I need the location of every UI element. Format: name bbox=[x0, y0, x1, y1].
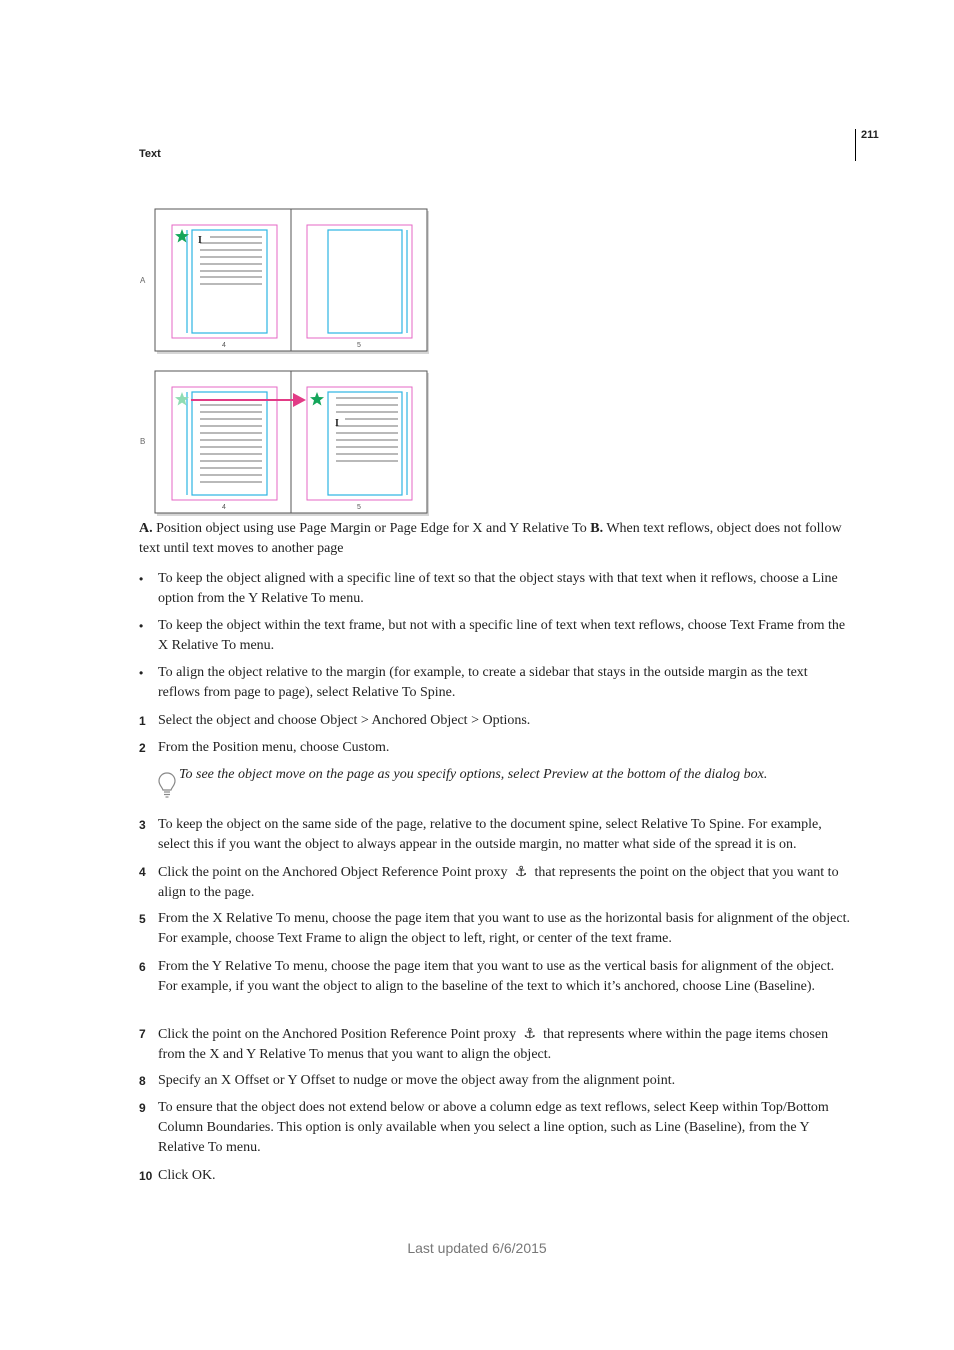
text-cursor-icon: I bbox=[198, 235, 202, 246]
step-text: From the X Relative To menu, choose the page item that you want to use as the horizontal basis for alignment of the object. For example, choose Text Frame to align the object to left, right, or center of the text frame. bbox=[158, 911, 850, 946]
lightbulb-icon bbox=[158, 771, 178, 799]
step-text bbox=[158, 862, 851, 903]
figure-b-spread bbox=[155, 371, 429, 516]
step-text: From the Y Relative To menu, choose the page item that you want to use as the vertical basis for alignment of the object. For example, if you want the object to align to the baseline of the text to which it’s anchored, choose Line (Baseline). bbox=[158, 959, 835, 994]
caption-a-label: A. bbox=[139, 521, 153, 536]
step-text: Specify an X Offset or Y Offset to nudge or move the object away from the alignment point. bbox=[158, 1073, 676, 1088]
step-text: Select the object and choose Object > Anchored Object > Options. bbox=[158, 713, 531, 728]
bullet-marker: • bbox=[139, 572, 144, 586]
figure-label-b: B bbox=[140, 437, 146, 446]
bullet-item bbox=[139, 616, 851, 656]
step-text-part: that represents where within the page items chosen from the X and Y Relative To menus that you want to align the object. bbox=[158, 1027, 829, 1062]
step-text: To ensure that the object does not extend below or above a column edge as text reflows, select Keep within Top/Bottom Column Boundaries. This option is only available when you select a line option, such as Line (Baseline), from the Y Relative To menu. bbox=[158, 1100, 829, 1155]
page-number-left: 4 bbox=[222, 504, 226, 511]
step-number: 9 bbox=[139, 1101, 146, 1115]
page-number-right: 5 bbox=[357, 342, 361, 349]
step-number: 3 bbox=[139, 818, 146, 832]
caption-b-label: B. bbox=[590, 521, 604, 536]
step-text-part: Click the point on the Anchored Position Reference Point proxy bbox=[158, 1027, 520, 1042]
step-item bbox=[139, 711, 851, 731]
caption-a-text: Position object using use Page Margin or Page Edge for X and Y Relative To bbox=[152, 521, 591, 536]
caption-b-text: When text reflows, object does not follow text until text moves to another page bbox=[139, 521, 842, 556]
step-number: 2 bbox=[139, 741, 146, 755]
bullet-item bbox=[139, 569, 851, 609]
step-number: 1 bbox=[139, 714, 146, 728]
step-text-part: that represents the point on the object that you want to align to the page. bbox=[158, 865, 839, 900]
bullet-text: To keep the object within the text frame, but not with a specific line of text when text reflows, choose Text Frame from the X Relative To menu. bbox=[158, 618, 846, 653]
step-item bbox=[139, 1024, 851, 1065]
figure-a-spread bbox=[155, 209, 429, 354]
step-number: 5 bbox=[139, 912, 146, 926]
bullet-marker: • bbox=[139, 666, 144, 680]
step-item bbox=[139, 738, 851, 758]
figure-label-a: A bbox=[140, 276, 146, 285]
header-rule bbox=[855, 129, 856, 161]
step-text bbox=[158, 1024, 851, 1065]
step-item bbox=[139, 815, 851, 855]
step-item bbox=[139, 909, 851, 949]
step-text: To keep the object on the same side of the page, relative to the document spine, select Relative To Spine. For example, select this if you want the object to always appear in the outside margin, no matter what side of the spread it is on. bbox=[158, 817, 822, 852]
footer-last-updated: Last updated 6/6/2015 bbox=[407, 1240, 547, 1256]
step-text: Click OK. bbox=[158, 1168, 216, 1183]
figure-caption bbox=[139, 519, 851, 559]
page-number-right: 5 bbox=[357, 504, 361, 511]
anchor-proxy-icon: ⚓ bbox=[514, 864, 528, 880]
bullet-text: To align the object relative to the margin (for example, to create a sidebar that stays in the outside margin as the text reflows from page to page), select Relative To Spine. bbox=[158, 665, 808, 700]
step-number: 4 bbox=[139, 865, 146, 879]
anchor-proxy-icon: ⚓ bbox=[523, 1026, 536, 1042]
step-item bbox=[139, 1071, 851, 1091]
step-number: 10 bbox=[139, 1169, 153, 1183]
step-number: 8 bbox=[139, 1074, 146, 1088]
text-cursor-icon: I bbox=[335, 418, 339, 429]
bullet-text: To keep the object aligned with a specific line of text so that the object stays with that text when it reflows, choose a Line option from the Y Relative To menu. bbox=[158, 571, 838, 606]
bullet-marker: • bbox=[139, 619, 144, 633]
bullet-item bbox=[139, 663, 851, 703]
step-text: From the Position menu, choose Custom. bbox=[158, 740, 390, 755]
step-number: 7 bbox=[139, 1027, 146, 1041]
step-item bbox=[139, 957, 851, 997]
step-number: 6 bbox=[139, 960, 146, 974]
step-item bbox=[139, 1098, 851, 1158]
step-text-part: Click the point on the Anchored Object Reference Point proxy bbox=[158, 865, 512, 880]
step-item bbox=[139, 862, 851, 903]
tip-text: To see the object move on the page as you specify options, select Preview at the bottom of the dialog box. bbox=[179, 767, 768, 782]
page-number-left: 4 bbox=[222, 342, 226, 349]
section-title: Text bbox=[139, 148, 161, 160]
step-item bbox=[139, 1166, 851, 1186]
page-number: 211 bbox=[861, 129, 879, 141]
